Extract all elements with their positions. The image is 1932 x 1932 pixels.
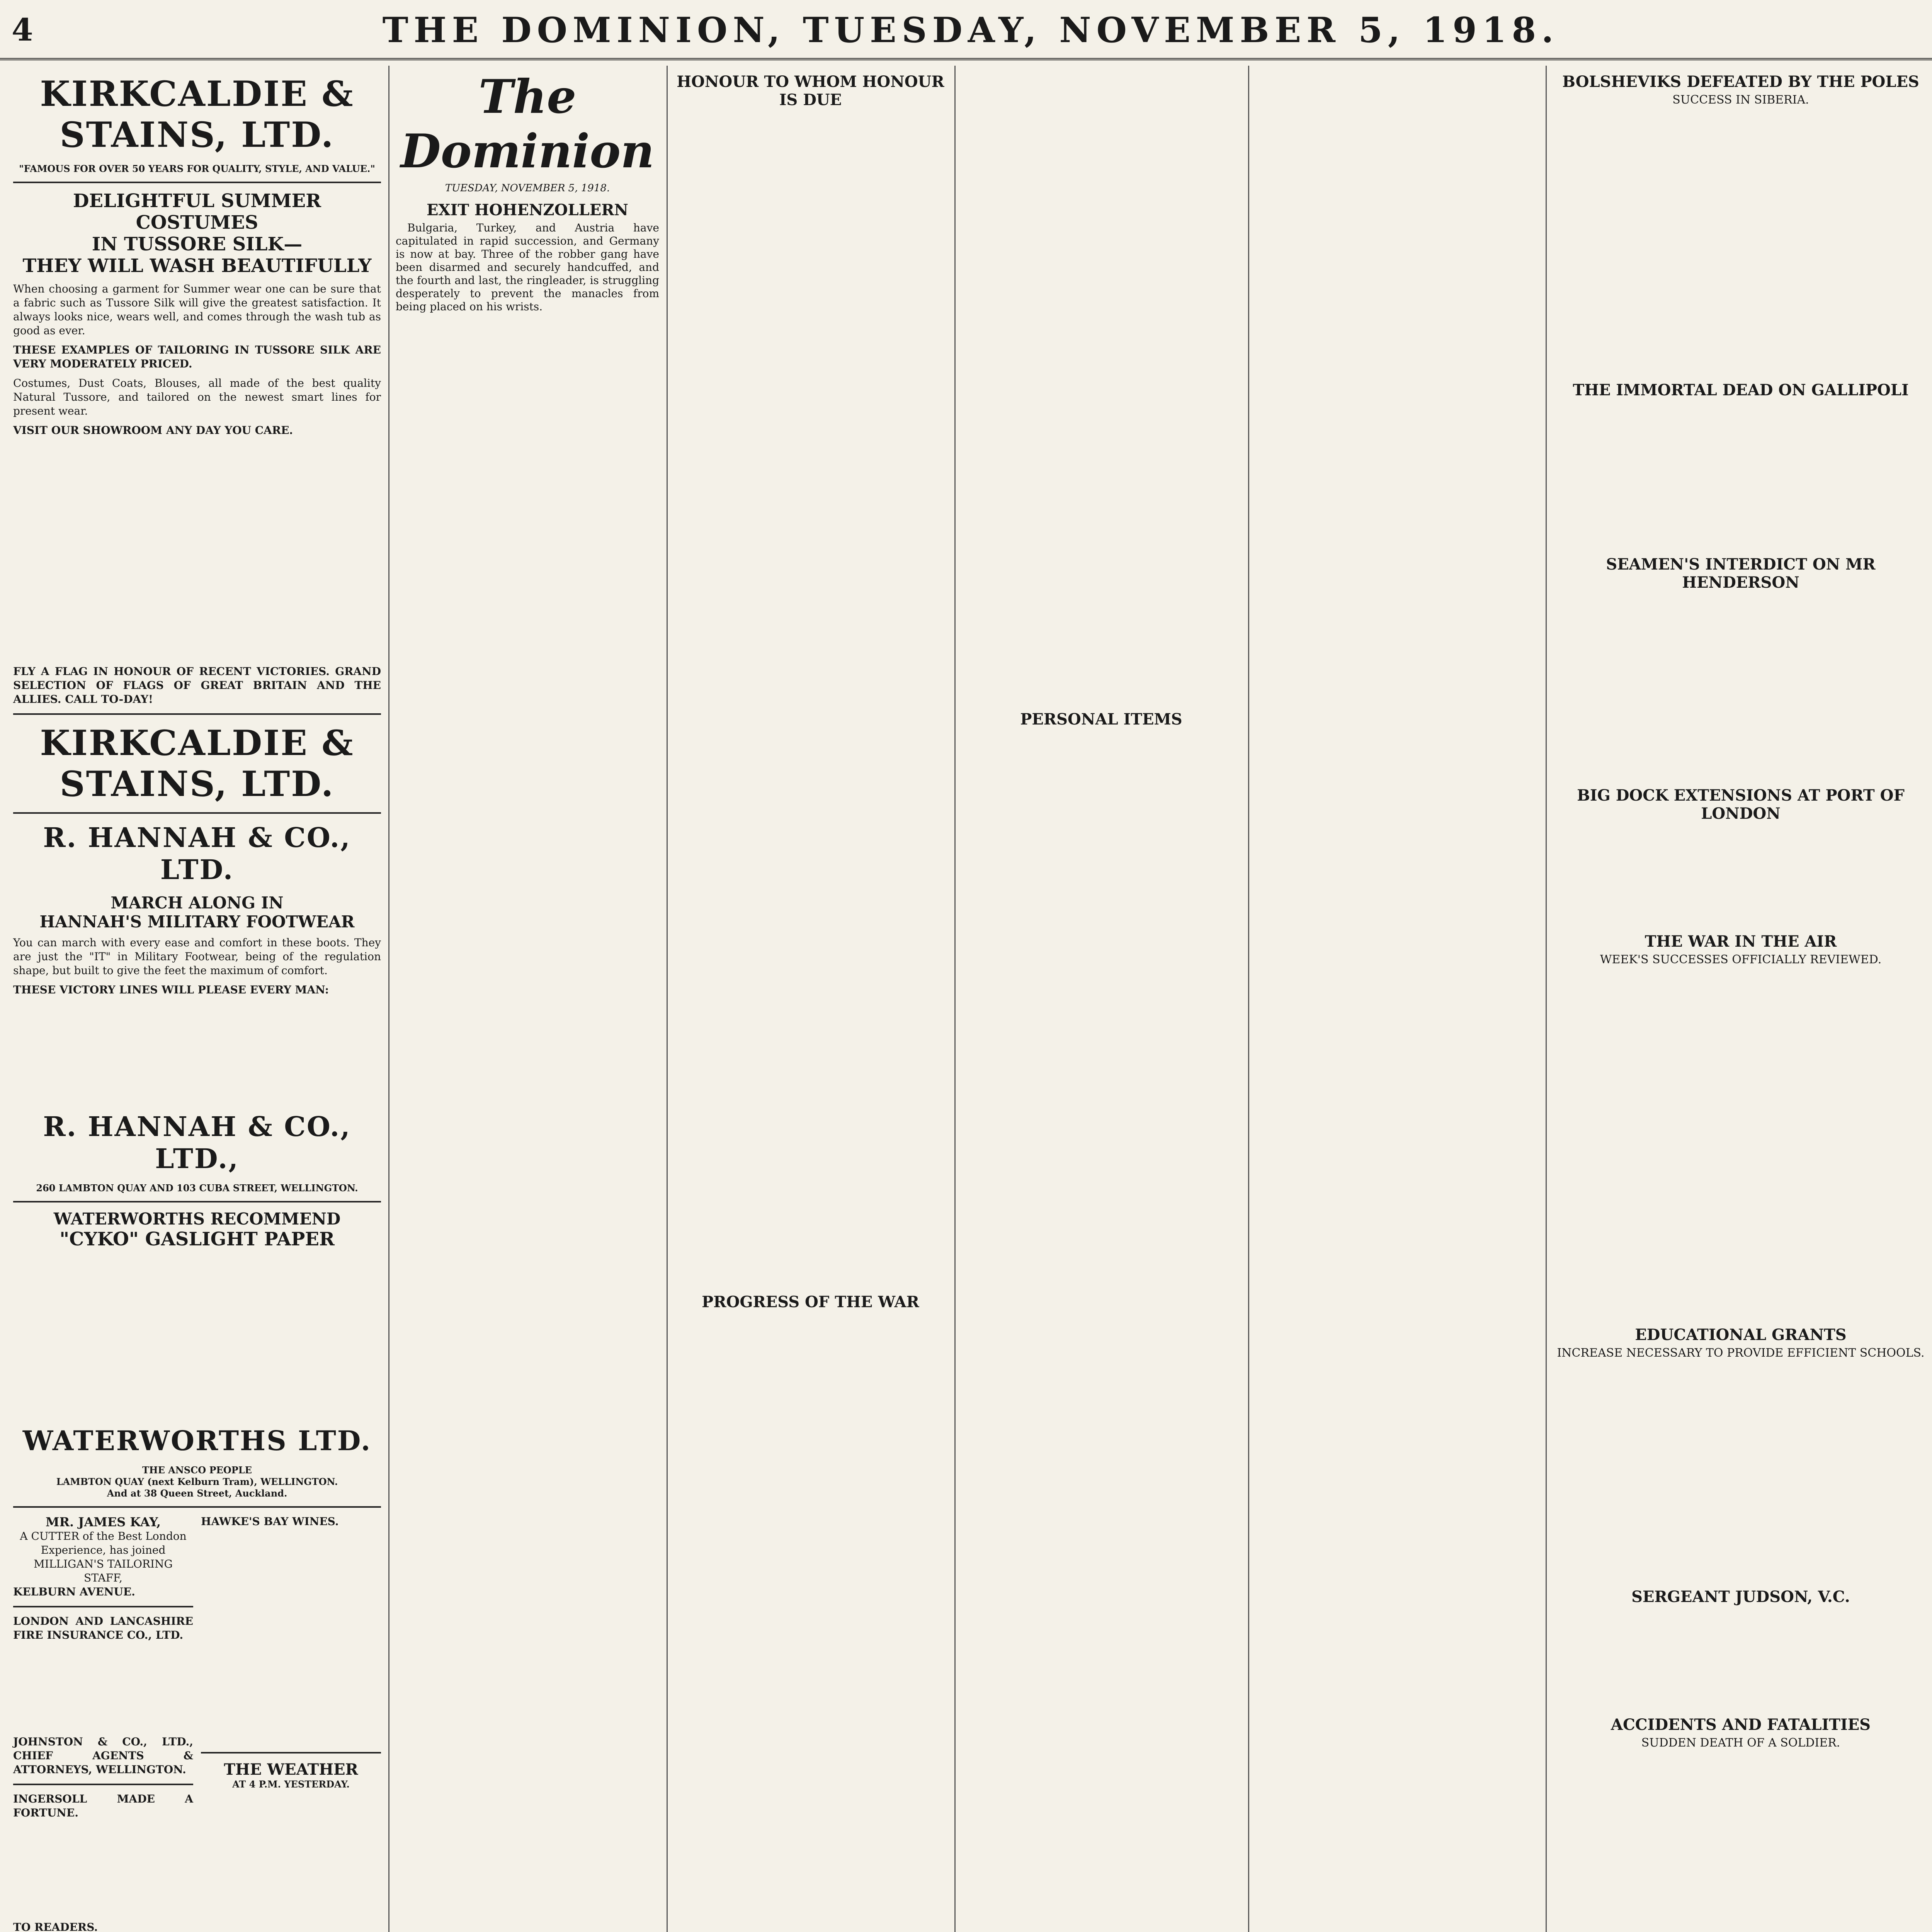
- article-subhead: SUCCESS IN SIBERIA.: [1672, 93, 1809, 107]
- kirkcaldie-logo: KIRKCALDIE & STAINS, LTD.: [40, 723, 354, 804]
- kirkcaldie-motto: "FAMOUS FOR OVER 50 YEARS FOR QUALITY, STYLE, AND VALUE.": [19, 163, 375, 174]
- ad-headline: DELIGHTFUL SUMMER COSTUMES: [73, 190, 321, 233]
- divider: [13, 812, 381, 814]
- column-rule: [388, 66, 389, 1932]
- article-body: [1553, 971, 1929, 1319]
- news-column: [1250, 66, 1544, 1932]
- ad-headline: THEY WILL WASH BEAUTIFULLY: [22, 255, 372, 277]
- divider: [201, 1752, 381, 1753]
- ad-text: KELBURN AVENUE.: [13, 1585, 135, 1598]
- article-headline: EXIT HOHENZOLLERN: [427, 201, 628, 219]
- article-headline: BIG DOCK EXTENSIONS AT PORT OF LONDON: [1577, 786, 1905, 823]
- article-body: [1553, 1608, 1929, 1709]
- article-headline: THE IMMORTAL DEAD ON GALLIPOLI: [1573, 381, 1909, 399]
- article-body: [1553, 825, 1929, 925]
- column-rule: [1248, 66, 1249, 1932]
- article-body: [1553, 594, 1929, 779]
- article-paragraph: Bulgaria, Turkey, and Austria have capitulated in rapid succession, and Germany is now at bay. Three of the robber gang have been disarmed and securely handcuffed, and the fourth and last, the ringleader, is struggling desperately to prevent the manacles from being placed on his wrists.: [396, 221, 659, 313]
- article-subhead: WEEK'S SUCCESSES OFFICIALLY REVIEWED.: [1600, 953, 1882, 966]
- waterworths-logo: WATERWORTHS LTD.: [22, 1425, 372, 1457]
- divider: [13, 1506, 381, 1508]
- article-headline: HONOUR TO WHOM HONOUR IS DUE: [677, 73, 944, 109]
- kirkcaldie-logo: KIRKCALDIE & STAINS, LTD.: [40, 73, 354, 155]
- hannah-logo: R. HANNAH & CO., LTD.,: [43, 1111, 351, 1175]
- newspaper-title: THE DOMINION, TUESDAY, NOVEMBER 5, 1918.: [382, 10, 1559, 51]
- ad-text: THESE VICTORY LINES WILL PLEASE EVERY MAN:: [13, 983, 329, 996]
- divider: [13, 1606, 193, 1607]
- article-body: [962, 731, 1241, 1932]
- editorial-column: [390, 66, 665, 1932]
- ad-text: TO READERS.: [13, 1921, 98, 1932]
- article-subhead: INCREASE NECESSARY TO PROVIDE EFFICIENT SCHOOLS.: [1557, 1346, 1925, 1360]
- page-number: 4: [12, 12, 33, 48]
- dominion-masthead: The Dominion: [400, 70, 655, 179]
- divider: [13, 713, 381, 715]
- ad-body: [13, 1002, 381, 1103]
- ad-text: A CUTTER of the Best London Experience, has joined MILLIGAN'S TAILORING STAFF,: [20, 1530, 187, 1584]
- article-headline: PROGRESS OF THE WAR: [702, 1293, 919, 1311]
- article-subhead: SUDDEN DEATH OF A SOLDIER.: [1641, 1736, 1840, 1750]
- article-body: [1553, 401, 1929, 548]
- divider: [13, 1201, 381, 1202]
- article-body: [674, 1313, 947, 1932]
- cable-news-column: [1548, 66, 1932, 1932]
- ad-text: INGERSOLL MADE A FORTUNE.: [13, 1793, 193, 1819]
- hannah-logo: R. HANNAH & CO., LTD.: [43, 821, 351, 886]
- ad-text: VISIT OUR SHOWROOM ANY DAY YOU CARE.: [13, 424, 293, 437]
- ad-headline: MARCH ALONG IN: [111, 893, 284, 912]
- news-column: [956, 66, 1246, 1932]
- divider: [13, 1784, 193, 1785]
- news-column: [668, 66, 952, 1932]
- ad-text: FLY A FLAG IN HONOUR OF RECENT VICTORIES. GRAND SELECTION OF FLAGS OF GREAT BRITAIN AND THE ALLIES. CALL TO-DAY!: [13, 665, 381, 706]
- article-body: [962, 66, 1241, 703]
- weather-time: AT 4 P.M. YESTERDAY.: [232, 1779, 350, 1790]
- column-rule: [1546, 66, 1547, 1932]
- article-headline: EDUCATIONAL GRANTS: [1635, 1326, 1847, 1344]
- ad-body: [13, 443, 381, 659]
- column-rule: [667, 66, 668, 1932]
- weather-headline: THE WEATHER: [224, 1760, 358, 1779]
- ad-headline: WATERWORTHS RECOMMEND: [53, 1209, 341, 1228]
- ad-text: LONDON AND LANCASHIRE FIRE INSURANCE CO., LTD.: [13, 1615, 193, 1641]
- ad-text: And at 38 Queen Street, Auckland.: [107, 1488, 287, 1499]
- ad-headline: MR. JAMES KAY,: [46, 1515, 161, 1529]
- newspaper-masthead: [0, 0, 1932, 60]
- article-headline: PERSONAL ITEMS: [1020, 710, 1182, 728]
- ad-body: [13, 1642, 193, 1735]
- ad-text: THE ANSCO PEOPLE: [142, 1464, 252, 1476]
- divider: [13, 182, 381, 183]
- ad-body: [13, 1255, 381, 1417]
- advertisement-column: [8, 66, 386, 1932]
- ad-headline: HANNAH'S MILITARY FOOTWEAR: [39, 912, 355, 931]
- article-body: [1553, 1364, 1929, 1581]
- ad-headline: IN TUSSORE SILK—: [92, 233, 303, 255]
- ad-text: When choosing a garment for Summer wear one can be sure that a fabric such as Tussore Silk will give the greatest satisfaction. It always looks nice, wears well, and comes through the wash tub as good as ever.: [13, 282, 381, 337]
- ad-text: JOHNSTON & CO., LTD., CHIEF AGENTS & ATTORNEYS, WELLINGTON.: [13, 1735, 193, 1776]
- ad-text: LAMBTON QUAY (next Kelburn Tram), WELLINGTON.: [56, 1476, 338, 1487]
- article-headline: ACCIDENTS AND FATALITIES: [1611, 1716, 1871, 1734]
- ad-text: You can march with every ease and comfort in these boots. They are just the "IT" in Military Footwear, being of the regulation shape, but built to give the feet the maximum of comfort.: [13, 936, 381, 977]
- ad-text: THESE EXAMPLES OF TAILORING IN TUSSORE SILK ARE VERY MODERATELY PRICED.: [13, 344, 381, 370]
- article-headline: SERGEANT JUDSON, V.C.: [1631, 1588, 1850, 1606]
- article-body: [674, 111, 947, 1286]
- editorial-dateline: TUESDAY, NOVEMBER 5, 1918.: [445, 182, 610, 194]
- article-headline: SEAMEN'S INTERDICT ON MR HENDERSON: [1606, 555, 1876, 592]
- ad-headline: "CYKO" GASLIGHT PAPER: [60, 1228, 335, 1250]
- article-body: [1553, 111, 1929, 374]
- article-headline: BOLSHEVIKS DEFEATED BY THE POLES: [1562, 73, 1919, 91]
- article-headline: THE WAR IN THE AIR: [1645, 932, 1837, 951]
- article-body: [1255, 66, 1538, 1932]
- ad-text: 260 LAMBTON QUAY AND 103 CUBA STREET, WELLINGTON.: [36, 1182, 358, 1194]
- ad-text: Costumes, Dust Coats, Blouses, all made of the best quality Natural Tussore, and tailored on the newest smart lines for present wear.: [13, 377, 381, 417]
- ad-text: HAWKE'S BAY WINES.: [201, 1515, 339, 1528]
- column-rule: [954, 66, 956, 1932]
- ad-body: [201, 1529, 381, 1745]
